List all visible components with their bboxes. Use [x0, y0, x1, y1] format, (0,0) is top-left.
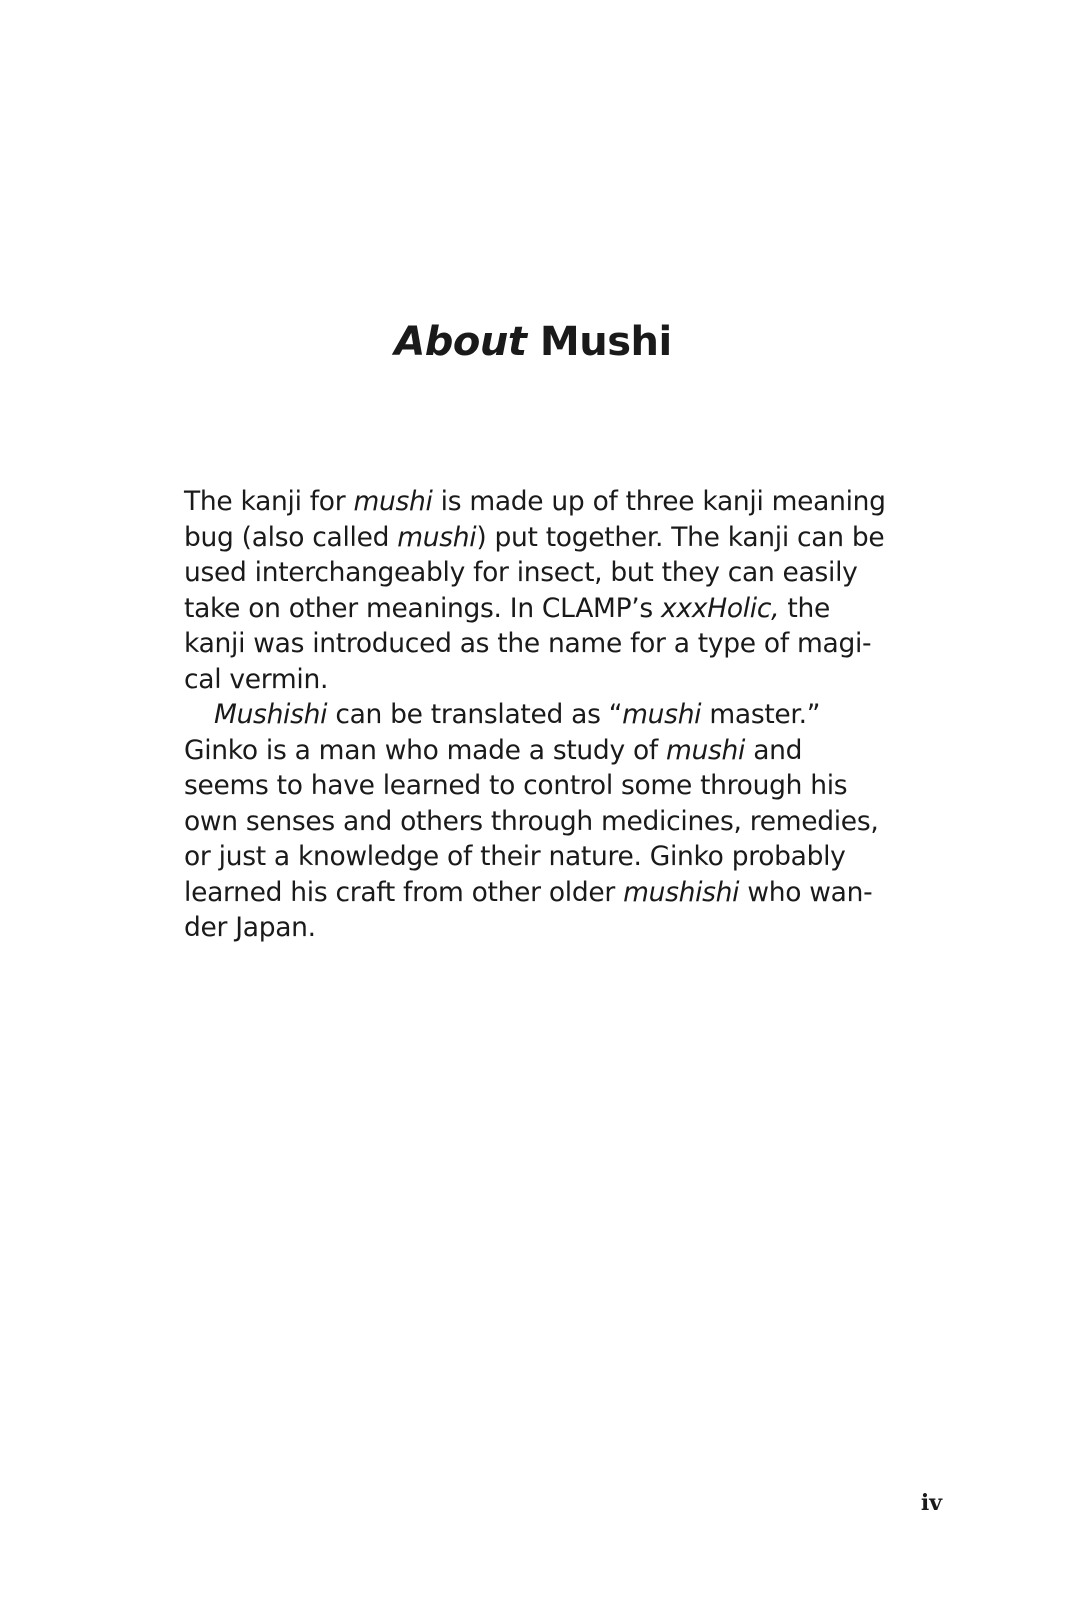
- paragraph-2: [184, 697, 884, 946]
- page-number: iv: [920, 1490, 942, 1516]
- italic-run: mushi: [666, 734, 746, 766]
- text-line: seems to have learned to control some through his: [184, 770, 848, 801]
- italic-run: mushi: [622, 699, 702, 730]
- page-title: [0, 318, 1066, 366]
- italic-run: xxxHolic,: [661, 592, 780, 624]
- italic-run: mushi: [353, 486, 433, 517]
- text-line: [184, 591, 884, 627]
- title-italic: About: [394, 319, 527, 365]
- paragraph-1: [184, 484, 884, 697]
- body-text: [184, 484, 884, 946]
- title-regular: Mushi: [526, 319, 672, 365]
- text-run: take on other meanings. In CLAMP’s: [184, 592, 662, 624]
- text-run: bug (also called: [184, 521, 398, 553]
- text-line: cal vermin.: [184, 663, 329, 695]
- text-run: the: [779, 592, 830, 624]
- text-line: [184, 484, 884, 520]
- text-line: [184, 520, 884, 556]
- text-run: who wan-: [739, 876, 873, 908]
- text-line: kanji was introduced as the name for a type of magi-: [184, 628, 872, 659]
- text-run: master.”: [701, 699, 821, 730]
- text-line: [184, 875, 884, 911]
- text-run: and: [745, 734, 803, 766]
- text-run: The kanji for: [184, 486, 354, 517]
- text-run: learned his craft from other older: [184, 876, 624, 908]
- text-line: [184, 697, 884, 733]
- italic-run: mushi: [397, 521, 477, 553]
- text-run: can be translated as “: [327, 699, 623, 730]
- text-line: [184, 733, 884, 769]
- text-run: Ginko is a man who made a study of: [184, 734, 667, 766]
- text-run: ) put together. The kanji can be: [476, 521, 885, 553]
- text-line: der Japan.: [184, 912, 316, 943]
- text-run: is made up of three kanji meaning: [432, 486, 886, 517]
- text-line: or just a knowledge of their nature. Ginko probably: [184, 841, 846, 872]
- italic-run: Mushishi: [214, 699, 328, 730]
- text-line: used interchangeably for insect, but they can easily: [184, 557, 858, 588]
- text-line: own senses and others through medicines, remedies,: [184, 805, 879, 837]
- italic-run: mushishi: [623, 876, 740, 908]
